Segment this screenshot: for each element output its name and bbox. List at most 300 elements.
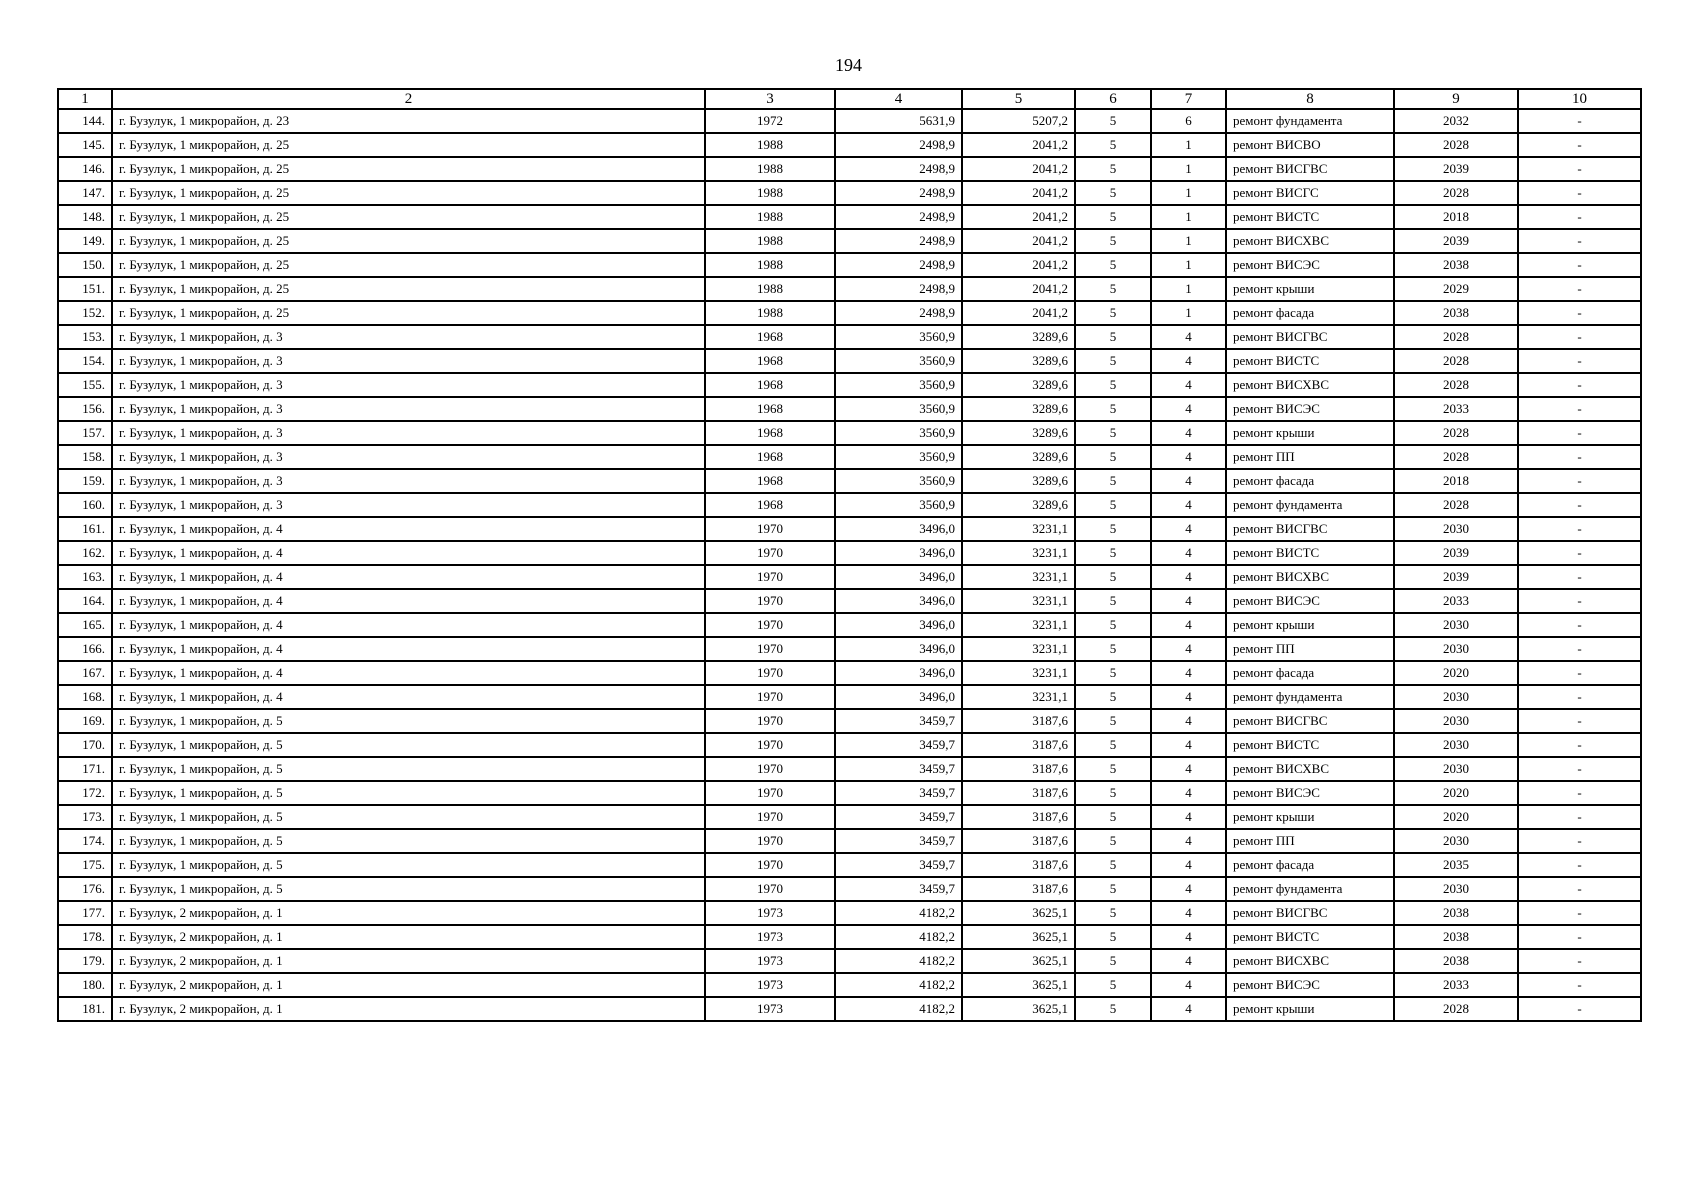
living-area-cell: 2041,2 [962,133,1075,157]
floors-cell: 5 [1075,205,1151,229]
column-header: 7 [1151,89,1226,109]
entrances-cell: 1 [1151,277,1226,301]
table-row [58,517,1641,541]
work-type-cell: ремонт ПП [1226,637,1394,661]
planned-year-cell: 2028 [1394,325,1518,349]
row-number-cell: 164. [58,589,112,613]
year-built-cell: 1970 [705,829,835,853]
floors-cell: 5 [1075,685,1151,709]
table-row [58,133,1641,157]
table-row [58,997,1641,1021]
planned-year-cell: 2030 [1394,877,1518,901]
row-number-cell: 181. [58,997,112,1021]
entrances-cell: 4 [1151,397,1226,421]
entrances-cell: 1 [1151,301,1226,325]
row-number-cell: 168. [58,685,112,709]
table-row [58,493,1641,517]
address-cell: г. Бузулук, 1 микрорайон, д. 4 [112,637,705,661]
work-type-cell: ремонт ВИСЭС [1226,781,1394,805]
floors-cell: 5 [1075,181,1151,205]
page-number: 194 [835,55,862,75]
address-cell: г. Бузулук, 2 микрорайон, д. 1 [112,901,705,925]
work-type-cell: ремонт ВИСГС [1226,181,1394,205]
floors-cell: 5 [1075,829,1151,853]
note-cell: - [1518,949,1641,973]
year-built-cell: 1988 [705,277,835,301]
floors-cell: 5 [1075,109,1151,133]
work-type-cell: ремонт ВИСЭС [1226,589,1394,613]
note-cell: - [1518,613,1641,637]
note-cell: - [1518,445,1641,469]
year-built-cell: 1988 [705,301,835,325]
year-built-cell: 1968 [705,349,835,373]
table-row [58,301,1641,325]
capital-repair-table [57,88,1642,1022]
living-area-cell: 3231,1 [962,661,1075,685]
floors-cell: 5 [1075,301,1151,325]
note-cell: - [1518,661,1641,685]
address-cell: г. Бузулук, 1 микрорайон, д. 4 [112,589,705,613]
living-area-cell: 2041,2 [962,181,1075,205]
year-built-cell: 1970 [705,781,835,805]
floors-cell: 5 [1075,733,1151,757]
table-row [58,973,1641,997]
note-cell: - [1518,157,1641,181]
entrances-cell: 4 [1151,757,1226,781]
table-row [58,205,1641,229]
total-area-cell: 3496,0 [835,685,962,709]
total-area-cell: 3560,9 [835,421,962,445]
planned-year-cell: 2030 [1394,829,1518,853]
note-cell: - [1518,853,1641,877]
table-row [58,949,1641,973]
column-header: 9 [1394,89,1518,109]
address-cell: г. Бузулук, 1 микрорайон, д. 25 [112,253,705,277]
table-row [58,685,1641,709]
table-row [58,373,1641,397]
row-number-cell: 159. [58,469,112,493]
note-cell: - [1518,901,1641,925]
year-built-cell: 1970 [705,685,835,709]
year-built-cell: 1970 [705,589,835,613]
planned-year-cell: 2029 [1394,277,1518,301]
table-row [58,397,1641,421]
floors-cell: 5 [1075,349,1151,373]
total-area-cell: 3496,0 [835,517,962,541]
living-area-cell: 3625,1 [962,973,1075,997]
work-type-cell: ремонт ПП [1226,445,1394,469]
column-header: 6 [1075,89,1151,109]
address-cell: г. Бузулук, 1 микрорайон, д. 25 [112,301,705,325]
row-number-cell: 176. [58,877,112,901]
living-area-cell: 2041,2 [962,229,1075,253]
year-built-cell: 1972 [705,109,835,133]
note-cell: - [1518,565,1641,589]
floors-cell: 5 [1075,157,1151,181]
total-area-cell: 2498,9 [835,157,962,181]
floors-cell: 5 [1075,397,1151,421]
floors-cell: 5 [1075,133,1151,157]
total-area-cell: 2498,9 [835,133,962,157]
address-cell: г. Бузулук, 1 микрорайон, д. 3 [112,325,705,349]
note-cell: - [1518,397,1641,421]
address-cell: г. Бузулук, 1 микрорайон, д. 3 [112,397,705,421]
column-header: 10 [1518,89,1641,109]
total-area-cell: 2498,9 [835,277,962,301]
entrances-cell: 1 [1151,157,1226,181]
address-cell: г. Бузулук, 1 микрорайон, д. 5 [112,853,705,877]
address-cell: г. Бузулук, 1 микрорайон, д. 5 [112,733,705,757]
planned-year-cell: 2033 [1394,397,1518,421]
work-type-cell: ремонт ВИСГВС [1226,157,1394,181]
total-area-cell: 3560,9 [835,373,962,397]
note-cell: - [1518,325,1641,349]
address-cell: г. Бузулук, 1 микрорайон, д. 25 [112,133,705,157]
planned-year-cell: 2020 [1394,781,1518,805]
planned-year-cell: 2035 [1394,853,1518,877]
row-number-cell: 146. [58,157,112,181]
year-built-cell: 1970 [705,565,835,589]
table-row [58,613,1641,637]
note-cell: - [1518,373,1641,397]
row-number-cell: 154. [58,349,112,373]
address-cell: г. Бузулук, 1 микрорайон, д. 5 [112,829,705,853]
planned-year-cell: 2028 [1394,997,1518,1021]
address-cell: г. Бузулук, 1 микрорайон, д. 3 [112,421,705,445]
address-cell: г. Бузулук, 1 микрорайон, д. 4 [112,613,705,637]
living-area-cell: 3231,1 [962,517,1075,541]
living-area-cell: 5207,2 [962,109,1075,133]
note-cell: - [1518,277,1641,301]
row-number-cell: 160. [58,493,112,517]
planned-year-cell: 2028 [1394,349,1518,373]
work-type-cell: ремонт фундамента [1226,493,1394,517]
living-area-cell: 3289,6 [962,349,1075,373]
year-built-cell: 1970 [705,613,835,637]
table-row [58,829,1641,853]
entrances-cell: 4 [1151,829,1226,853]
column-header: 8 [1226,89,1394,109]
floors-cell: 5 [1075,661,1151,685]
entrances-cell: 4 [1151,421,1226,445]
planned-year-cell: 2030 [1394,637,1518,661]
planned-year-cell: 2028 [1394,421,1518,445]
work-type-cell: ремонт ВИСТС [1226,541,1394,565]
header-row [58,89,1641,109]
note-cell: - [1518,349,1641,373]
work-type-cell: ремонт ВИСВО [1226,133,1394,157]
row-number-cell: 144. [58,109,112,133]
planned-year-cell: 2030 [1394,517,1518,541]
year-built-cell: 1968 [705,373,835,397]
living-area-cell: 3625,1 [962,997,1075,1021]
note-cell: - [1518,109,1641,133]
total-area-cell: 3496,0 [835,565,962,589]
row-number-cell: 170. [58,733,112,757]
floors-cell: 5 [1075,541,1151,565]
address-cell: г. Бузулук, 1 микрорайон, д. 25 [112,181,705,205]
note-cell: - [1518,541,1641,565]
planned-year-cell: 2030 [1394,733,1518,757]
floors-cell: 5 [1075,325,1151,349]
table-row [58,877,1641,901]
year-built-cell: 1970 [705,517,835,541]
floors-cell: 5 [1075,877,1151,901]
row-number-cell: 156. [58,397,112,421]
total-area-cell: 3459,7 [835,829,962,853]
work-type-cell: ремонт крыши [1226,421,1394,445]
floors-cell: 5 [1075,229,1151,253]
floors-cell: 5 [1075,613,1151,637]
note-cell: - [1518,973,1641,997]
row-number-cell: 151. [58,277,112,301]
floors-cell: 5 [1075,469,1151,493]
planned-year-cell: 2038 [1394,301,1518,325]
total-area-cell: 3560,9 [835,325,962,349]
living-area-cell: 2041,2 [962,205,1075,229]
work-type-cell: ремонт фасада [1226,301,1394,325]
note-cell: - [1518,877,1641,901]
row-number-cell: 155. [58,373,112,397]
planned-year-cell: 2028 [1394,181,1518,205]
row-number-cell: 163. [58,565,112,589]
total-area-cell: 3459,7 [835,877,962,901]
note-cell: - [1518,133,1641,157]
entrances-cell: 4 [1151,685,1226,709]
floors-cell: 5 [1075,637,1151,661]
entrances-cell: 1 [1151,229,1226,253]
address-cell: г. Бузулук, 1 микрорайон, д. 3 [112,445,705,469]
planned-year-cell: 2039 [1394,229,1518,253]
floors-cell: 5 [1075,757,1151,781]
planned-year-cell: 2018 [1394,205,1518,229]
entrances-cell: 4 [1151,373,1226,397]
year-built-cell: 1968 [705,397,835,421]
row-number-cell: 162. [58,541,112,565]
floors-cell: 5 [1075,949,1151,973]
address-cell: г. Бузулук, 1 микрорайон, д. 5 [112,757,705,781]
total-area-cell: 4182,2 [835,973,962,997]
living-area-cell: 3187,6 [962,805,1075,829]
entrances-cell: 4 [1151,493,1226,517]
total-area-cell: 4182,2 [835,925,962,949]
row-number-cell: 161. [58,517,112,541]
floors-cell: 5 [1075,565,1151,589]
floors-cell: 5 [1075,517,1151,541]
work-type-cell: ремонт фундамента [1226,109,1394,133]
planned-year-cell: 2028 [1394,373,1518,397]
living-area-cell: 3231,1 [962,637,1075,661]
year-built-cell: 1970 [705,805,835,829]
row-number-cell: 149. [58,229,112,253]
total-area-cell: 3459,7 [835,757,962,781]
row-number-cell: 179. [58,949,112,973]
table-row [58,421,1641,445]
work-type-cell: ремонт крыши [1226,613,1394,637]
table-row [58,853,1641,877]
year-built-cell: 1970 [705,709,835,733]
floors-cell: 5 [1075,589,1151,613]
total-area-cell: 3459,7 [835,781,962,805]
work-type-cell: ремонт фундамента [1226,685,1394,709]
entrances-cell: 4 [1151,733,1226,757]
year-built-cell: 1970 [705,637,835,661]
floors-cell: 5 [1075,373,1151,397]
work-type-cell: ремонт ВИСГВС [1226,901,1394,925]
year-built-cell: 1973 [705,973,835,997]
address-cell: г. Бузулук, 1 микрорайон, д. 4 [112,517,705,541]
entrances-cell: 4 [1151,589,1226,613]
address-cell: г. Бузулук, 1 микрорайон, д. 5 [112,805,705,829]
entrances-cell: 4 [1151,541,1226,565]
column-header: 1 [58,89,112,109]
address-cell: г. Бузулук, 1 микрорайон, д. 3 [112,349,705,373]
living-area-cell: 2041,2 [962,157,1075,181]
note-cell: - [1518,421,1641,445]
total-area-cell: 2498,9 [835,205,962,229]
table-row [58,661,1641,685]
table-row [58,709,1641,733]
note-cell: - [1518,181,1641,205]
row-number-cell: 150. [58,253,112,277]
living-area-cell: 2041,2 [962,277,1075,301]
address-cell: г. Бузулук, 1 микрорайон, д. 3 [112,469,705,493]
work-type-cell: ремонт крыши [1226,805,1394,829]
year-built-cell: 1970 [705,757,835,781]
note-cell: - [1518,757,1641,781]
entrances-cell: 4 [1151,613,1226,637]
table-row [58,757,1641,781]
work-type-cell: ремонт ВИСХВС [1226,757,1394,781]
living-area-cell: 3289,6 [962,373,1075,397]
column-header: 4 [835,89,962,109]
address-cell: г. Бузулук, 1 микрорайон, д. 25 [112,157,705,181]
floors-cell: 5 [1075,493,1151,517]
floors-cell: 5 [1075,925,1151,949]
row-number-cell: 166. [58,637,112,661]
floors-cell: 5 [1075,253,1151,277]
living-area-cell: 3625,1 [962,925,1075,949]
living-area-cell: 3231,1 [962,685,1075,709]
row-number-cell: 175. [58,853,112,877]
year-built-cell: 1970 [705,733,835,757]
note-cell: - [1518,589,1641,613]
living-area-cell: 3625,1 [962,901,1075,925]
floors-cell: 5 [1075,445,1151,469]
address-cell: г. Бузулук, 1 микрорайон, д. 5 [112,877,705,901]
note-cell: - [1518,997,1641,1021]
address-cell: г. Бузулук, 1 микрорайон, д. 4 [112,685,705,709]
work-type-cell: ремонт крыши [1226,277,1394,301]
entrances-cell: 4 [1151,901,1226,925]
total-area-cell: 3560,9 [835,397,962,421]
note-cell: - [1518,805,1641,829]
year-built-cell: 1968 [705,469,835,493]
year-built-cell: 1988 [705,181,835,205]
total-area-cell: 3496,0 [835,637,962,661]
living-area-cell: 3289,6 [962,421,1075,445]
entrances-cell: 1 [1151,181,1226,205]
entrances-cell: 4 [1151,973,1226,997]
work-type-cell: ремонт ВИСЭС [1226,397,1394,421]
living-area-cell: 3231,1 [962,541,1075,565]
work-type-cell: ремонт ВИСЭС [1226,253,1394,277]
planned-year-cell: 2032 [1394,109,1518,133]
table-row [58,109,1641,133]
planned-year-cell: 2028 [1394,493,1518,517]
address-cell: г. Бузулук, 1 микрорайон, д. 4 [112,661,705,685]
planned-year-cell: 2033 [1394,973,1518,997]
address-cell: г. Бузулук, 1 микрорайон, д. 4 [112,565,705,589]
row-number-cell: 177. [58,901,112,925]
living-area-cell: 3289,6 [962,397,1075,421]
entrances-cell: 4 [1151,349,1226,373]
note-cell: - [1518,517,1641,541]
living-area-cell: 3187,6 [962,829,1075,853]
entrances-cell: 4 [1151,949,1226,973]
note-cell: - [1518,253,1641,277]
living-area-cell: 3231,1 [962,565,1075,589]
entrances-cell: 4 [1151,325,1226,349]
table-row [58,445,1641,469]
living-area-cell: 3187,6 [962,781,1075,805]
planned-year-cell: 2020 [1394,661,1518,685]
column-header: 5 [962,89,1075,109]
entrances-cell: 1 [1151,253,1226,277]
table-row [58,565,1641,589]
planned-year-cell: 2028 [1394,133,1518,157]
table-row [58,469,1641,493]
floors-cell: 5 [1075,853,1151,877]
year-built-cell: 1988 [705,133,835,157]
total-area-cell: 2498,9 [835,181,962,205]
total-area-cell: 3560,9 [835,445,962,469]
year-built-cell: 1970 [705,853,835,877]
year-built-cell: 1973 [705,901,835,925]
work-type-cell: ремонт фундамента [1226,877,1394,901]
entrances-cell: 4 [1151,925,1226,949]
year-built-cell: 1968 [705,325,835,349]
planned-year-cell: 2033 [1394,589,1518,613]
living-area-cell: 3289,6 [962,469,1075,493]
total-area-cell: 3496,0 [835,589,962,613]
address-cell: г. Бузулук, 1 микрорайон, д. 25 [112,229,705,253]
row-number-cell: 153. [58,325,112,349]
living-area-cell: 3187,6 [962,757,1075,781]
planned-year-cell: 2038 [1394,253,1518,277]
note-cell: - [1518,301,1641,325]
address-cell: г. Бузулук, 1 микрорайон, д. 25 [112,277,705,301]
year-built-cell: 1970 [705,877,835,901]
floors-cell: 5 [1075,709,1151,733]
living-area-cell: 3289,6 [962,445,1075,469]
row-number-cell: 165. [58,613,112,637]
year-built-cell: 1968 [705,493,835,517]
work-type-cell: ремонт крыши [1226,997,1394,1021]
year-built-cell: 1968 [705,421,835,445]
total-area-cell: 3560,9 [835,493,962,517]
planned-year-cell: 2039 [1394,157,1518,181]
planned-year-cell: 2030 [1394,709,1518,733]
total-area-cell: 3560,9 [835,469,962,493]
total-area-cell: 3496,0 [835,661,962,685]
year-built-cell: 1973 [705,997,835,1021]
total-area-cell: 2498,9 [835,229,962,253]
entrances-cell: 4 [1151,445,1226,469]
total-area-cell: 4182,2 [835,997,962,1021]
entrances-cell: 4 [1151,517,1226,541]
row-number-cell: 158. [58,445,112,469]
